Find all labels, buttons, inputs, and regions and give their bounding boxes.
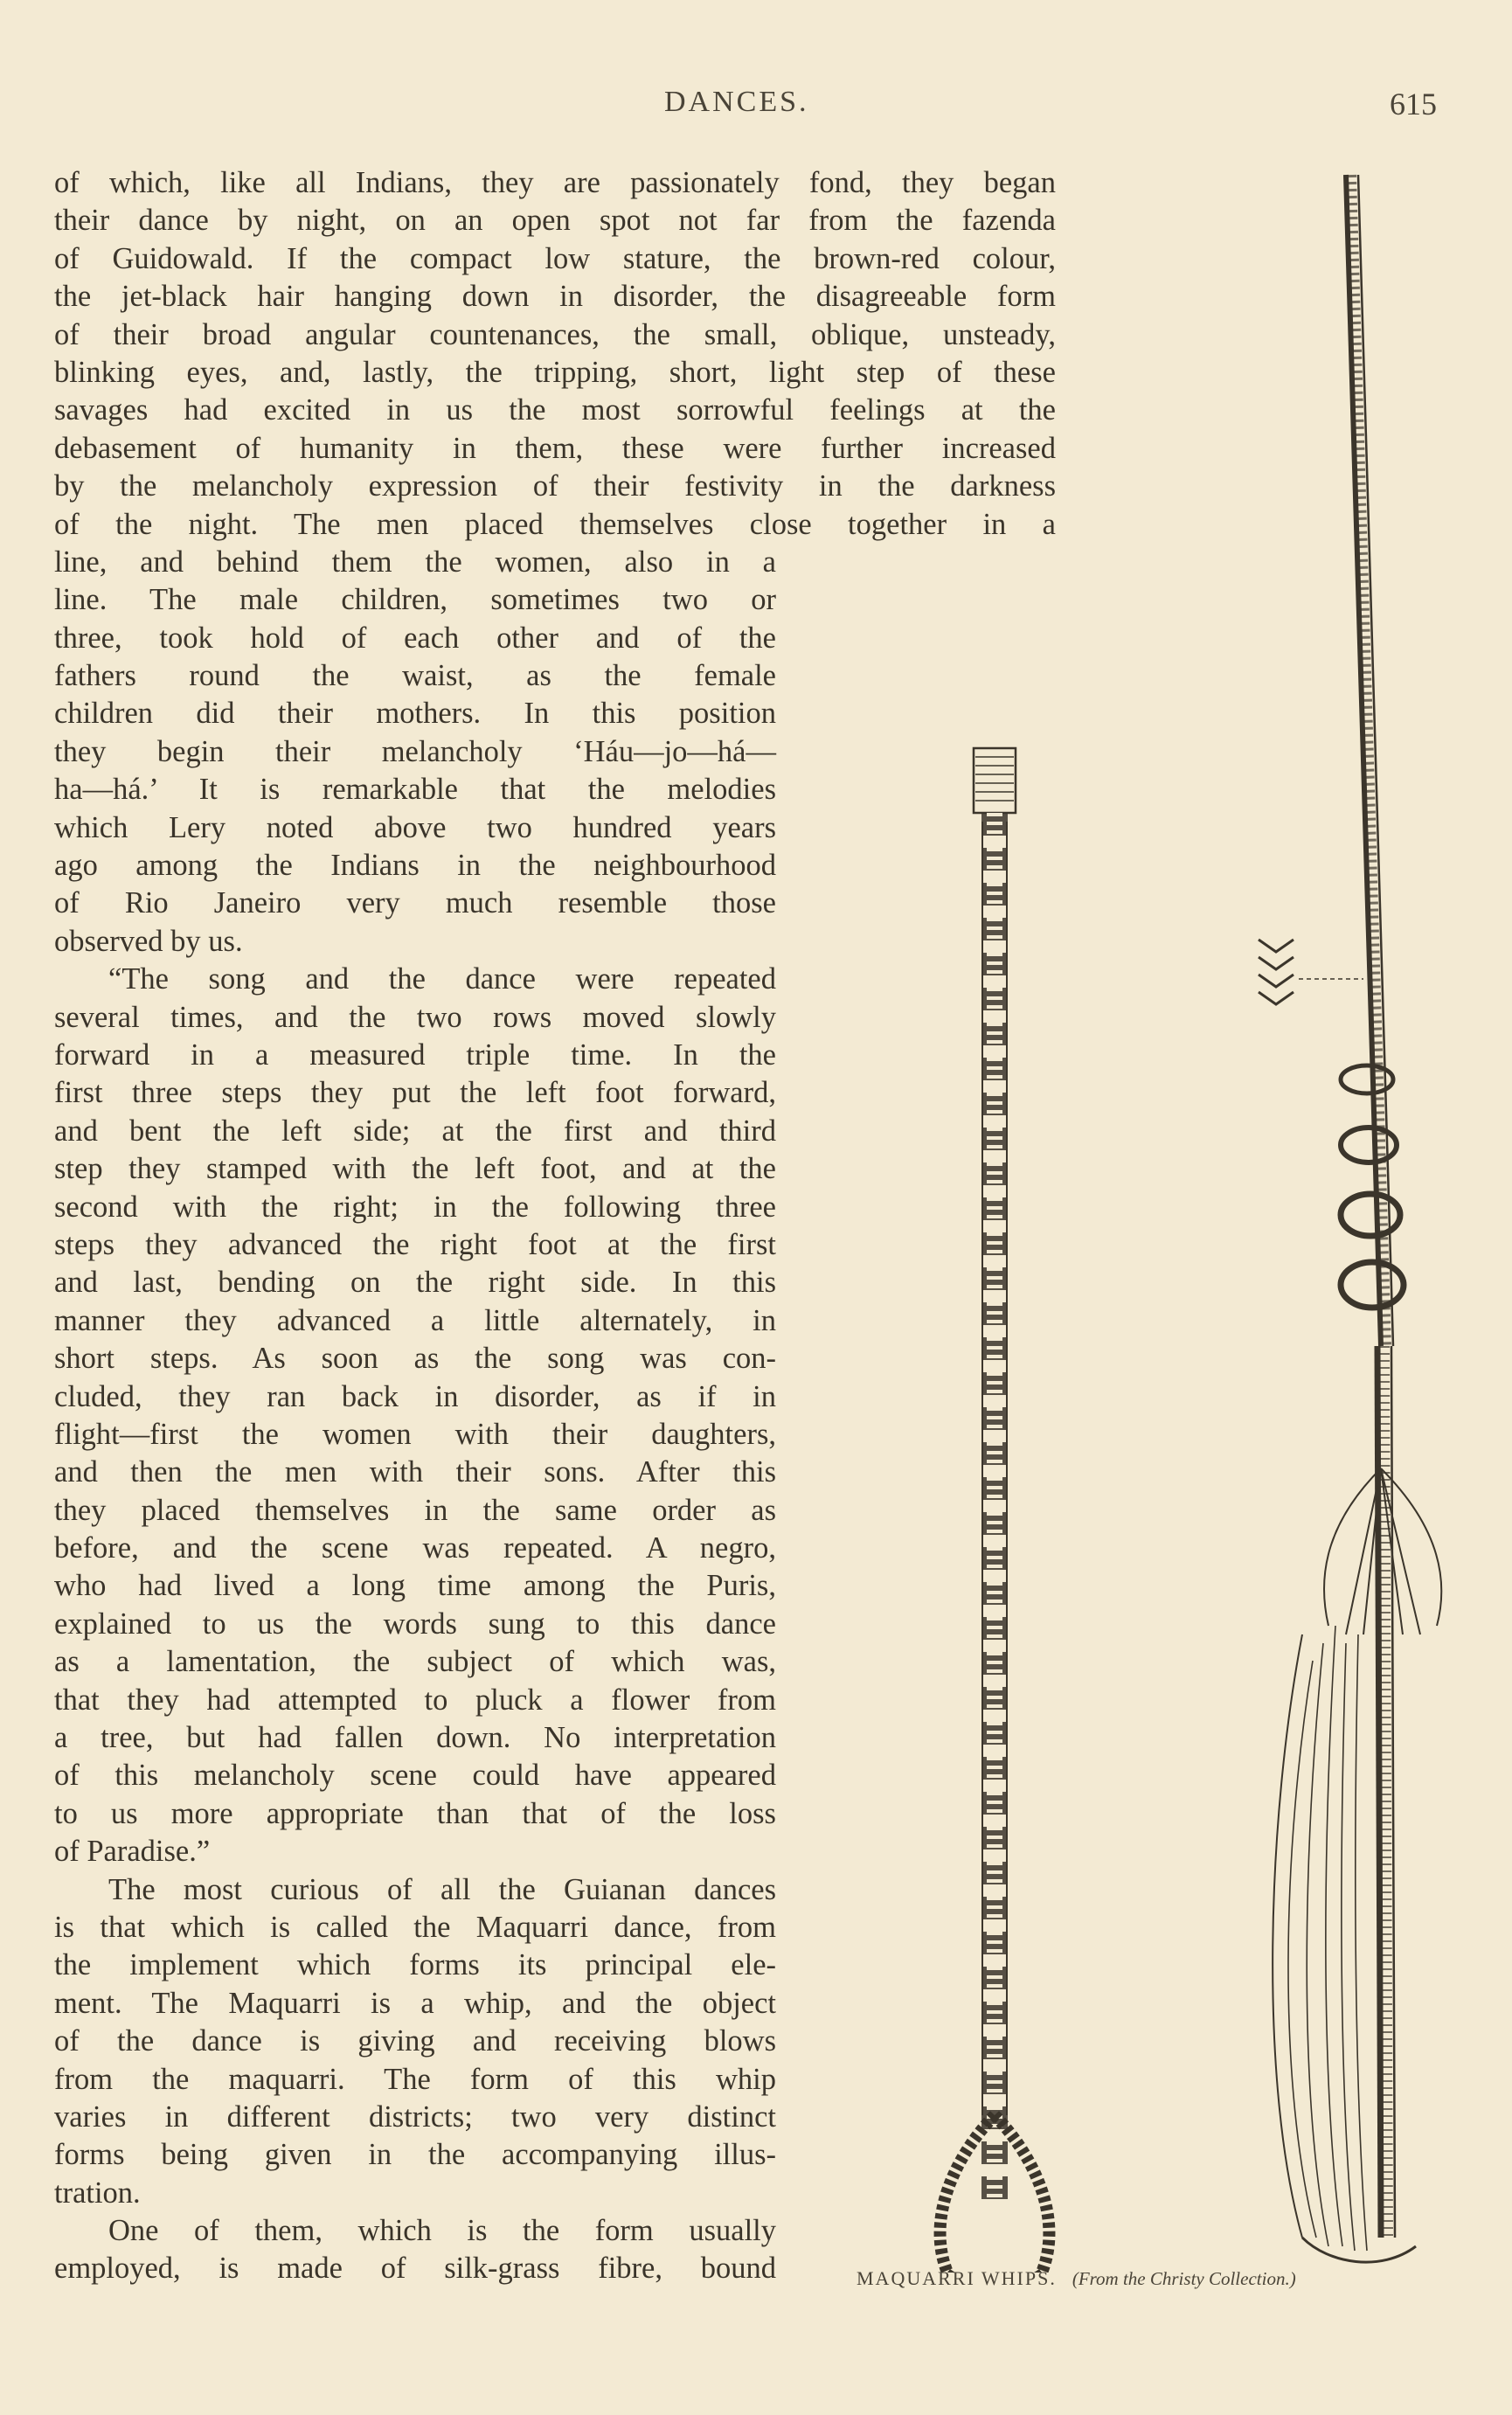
text-line: line. The male children, sometimes two or [54, 583, 776, 617]
text-line: that they had attempted to pluck a flower from [54, 1683, 776, 1717]
text-line: step they stamped with the left foot, and at the [54, 1152, 776, 1186]
text-line: One of them, which is the form usually [108, 2214, 776, 2248]
text-line: and bent the left side; at the first and third [54, 1114, 776, 1148]
text-line: the jet-black hair hanging down in disorder, the disagreeable form [54, 280, 1056, 314]
text-line: the implement which forms its principal ele- [54, 1948, 776, 1982]
text-line: and last, bending on the right side. In this [54, 1266, 776, 1300]
text-line: children did their mothers. In this position [54, 697, 776, 731]
figure-caption [857, 2267, 1486, 2290]
running-head [0, 86, 1512, 129]
text-line: fathers round the waist, as the female [54, 659, 776, 693]
text-line: steps they advanced the right foot at the first [54, 1227, 776, 1261]
text-line: of the dance is giving and receiving blows [54, 2024, 776, 2058]
text-line: cluded, they ran back in disorder, as if in [54, 1379, 776, 1413]
text-line: is that which is called the Maquarri dance, from [54, 1910, 776, 1944]
text-line: of this melancholy scene could have appeared [54, 1759, 776, 1793]
text-line: blinking eyes, and, lastly, the tripping, short, light step of these [54, 355, 1056, 389]
text-line: The most curious of all the Guianan dances [108, 1872, 776, 1906]
text-line: employed, is made of silk-grass fibre, bound [54, 2252, 776, 2286]
text-line: line, and behind them the women, also in a [54, 545, 776, 579]
text-line: of Rio Janeiro very much resemble those [54, 886, 776, 920]
text-line: which Lery noted above two hundred years [54, 810, 776, 844]
text-line: by the melancholy expression of their festivity in the darkness [54, 469, 1056, 503]
text-line: from the maquarri. The form of this whip [54, 2062, 776, 2096]
text-line: ago among the Indians in the neighbourhood [54, 849, 776, 883]
text-line: ha—há.’ It is remarkable that the melodies [54, 773, 776, 807]
text-line: savages had excited in us the most sorrowful feelings at the [54, 393, 1056, 427]
page-number: 615 [1390, 87, 1437, 121]
text-line: ment. The Maquarri is a whip, and the object [54, 1986, 776, 2020]
text-line: varies in different districts; two very distinct [54, 2099, 776, 2134]
right-whip-illustration [1259, 175, 1441, 2262]
text-line: they placed themselves in the same order as [54, 1493, 776, 1527]
text-line: several times, and the two rows moved slowly [54, 1000, 776, 1034]
text-line: a tree, but had fallen down. No interpretation [54, 1721, 776, 1755]
text-line: forward in a measured triple time. In the [54, 1037, 776, 1072]
text-line: second with the right; in the following three [54, 1190, 776, 1224]
text-line: explained to us the words sung to this dance [54, 1607, 776, 1641]
text-line: before, and the scene was repeated. A negro, [54, 1531, 776, 1565]
text-line: of Guidowald. If the compact low stature, the brown-red colour, [54, 241, 1056, 275]
text-line: observed by us. [54, 924, 243, 958]
caption-source: (From the Christy Collection.) [1072, 2268, 1296, 2289]
text-line: “The song and the dance were repeated [108, 962, 776, 996]
maquarri-whips-illustration [891, 157, 1503, 2273]
text-line: of the night. The men placed themselves close together in a [54, 507, 1056, 541]
running-title: DANCES. [664, 86, 809, 118]
text-line: of which, like all Indians, they are passionately fond, they began [54, 166, 1056, 199]
text-line: of Paradise.” [54, 1835, 211, 1869]
text-line: to us more appropriate than that of the loss [54, 1796, 776, 1830]
text-line: their dance by night, on an open spot not far from the fazenda [54, 204, 1056, 238]
text-line: short steps. As soon as the song was con- [54, 1342, 776, 1376]
text-line: they begin their melancholy ‘Háu—jo—há— [54, 734, 776, 768]
text-line: tration. [54, 2176, 141, 2210]
text-line: forms being given in the accompanying illus- [54, 2138, 776, 2172]
text-line: manner they advanced a little alternately, in [54, 1303, 776, 1337]
text-line: flight—first the women with their daughters, [54, 1417, 776, 1451]
caption-title: MAQUARRI WHIPS. [857, 2267, 1057, 2289]
text-line: as a lamentation, the subject of which was, [54, 1645, 776, 1679]
left-whip-illustration [940, 748, 1050, 2273]
text-line: debasement of humanity in them, these were further increased [54, 431, 1056, 465]
text-line: and then the men with their sons. After this [54, 1455, 776, 1489]
text-line: first three steps they put the left foot forward, [54, 1076, 776, 1110]
text-line: who had lived a long time among the Puris, [54, 1569, 776, 1603]
text-line: of their broad angular countenances, the small, oblique, unsteady, [54, 317, 1056, 351]
text-line: three, took hold of each other and of the [54, 621, 776, 655]
